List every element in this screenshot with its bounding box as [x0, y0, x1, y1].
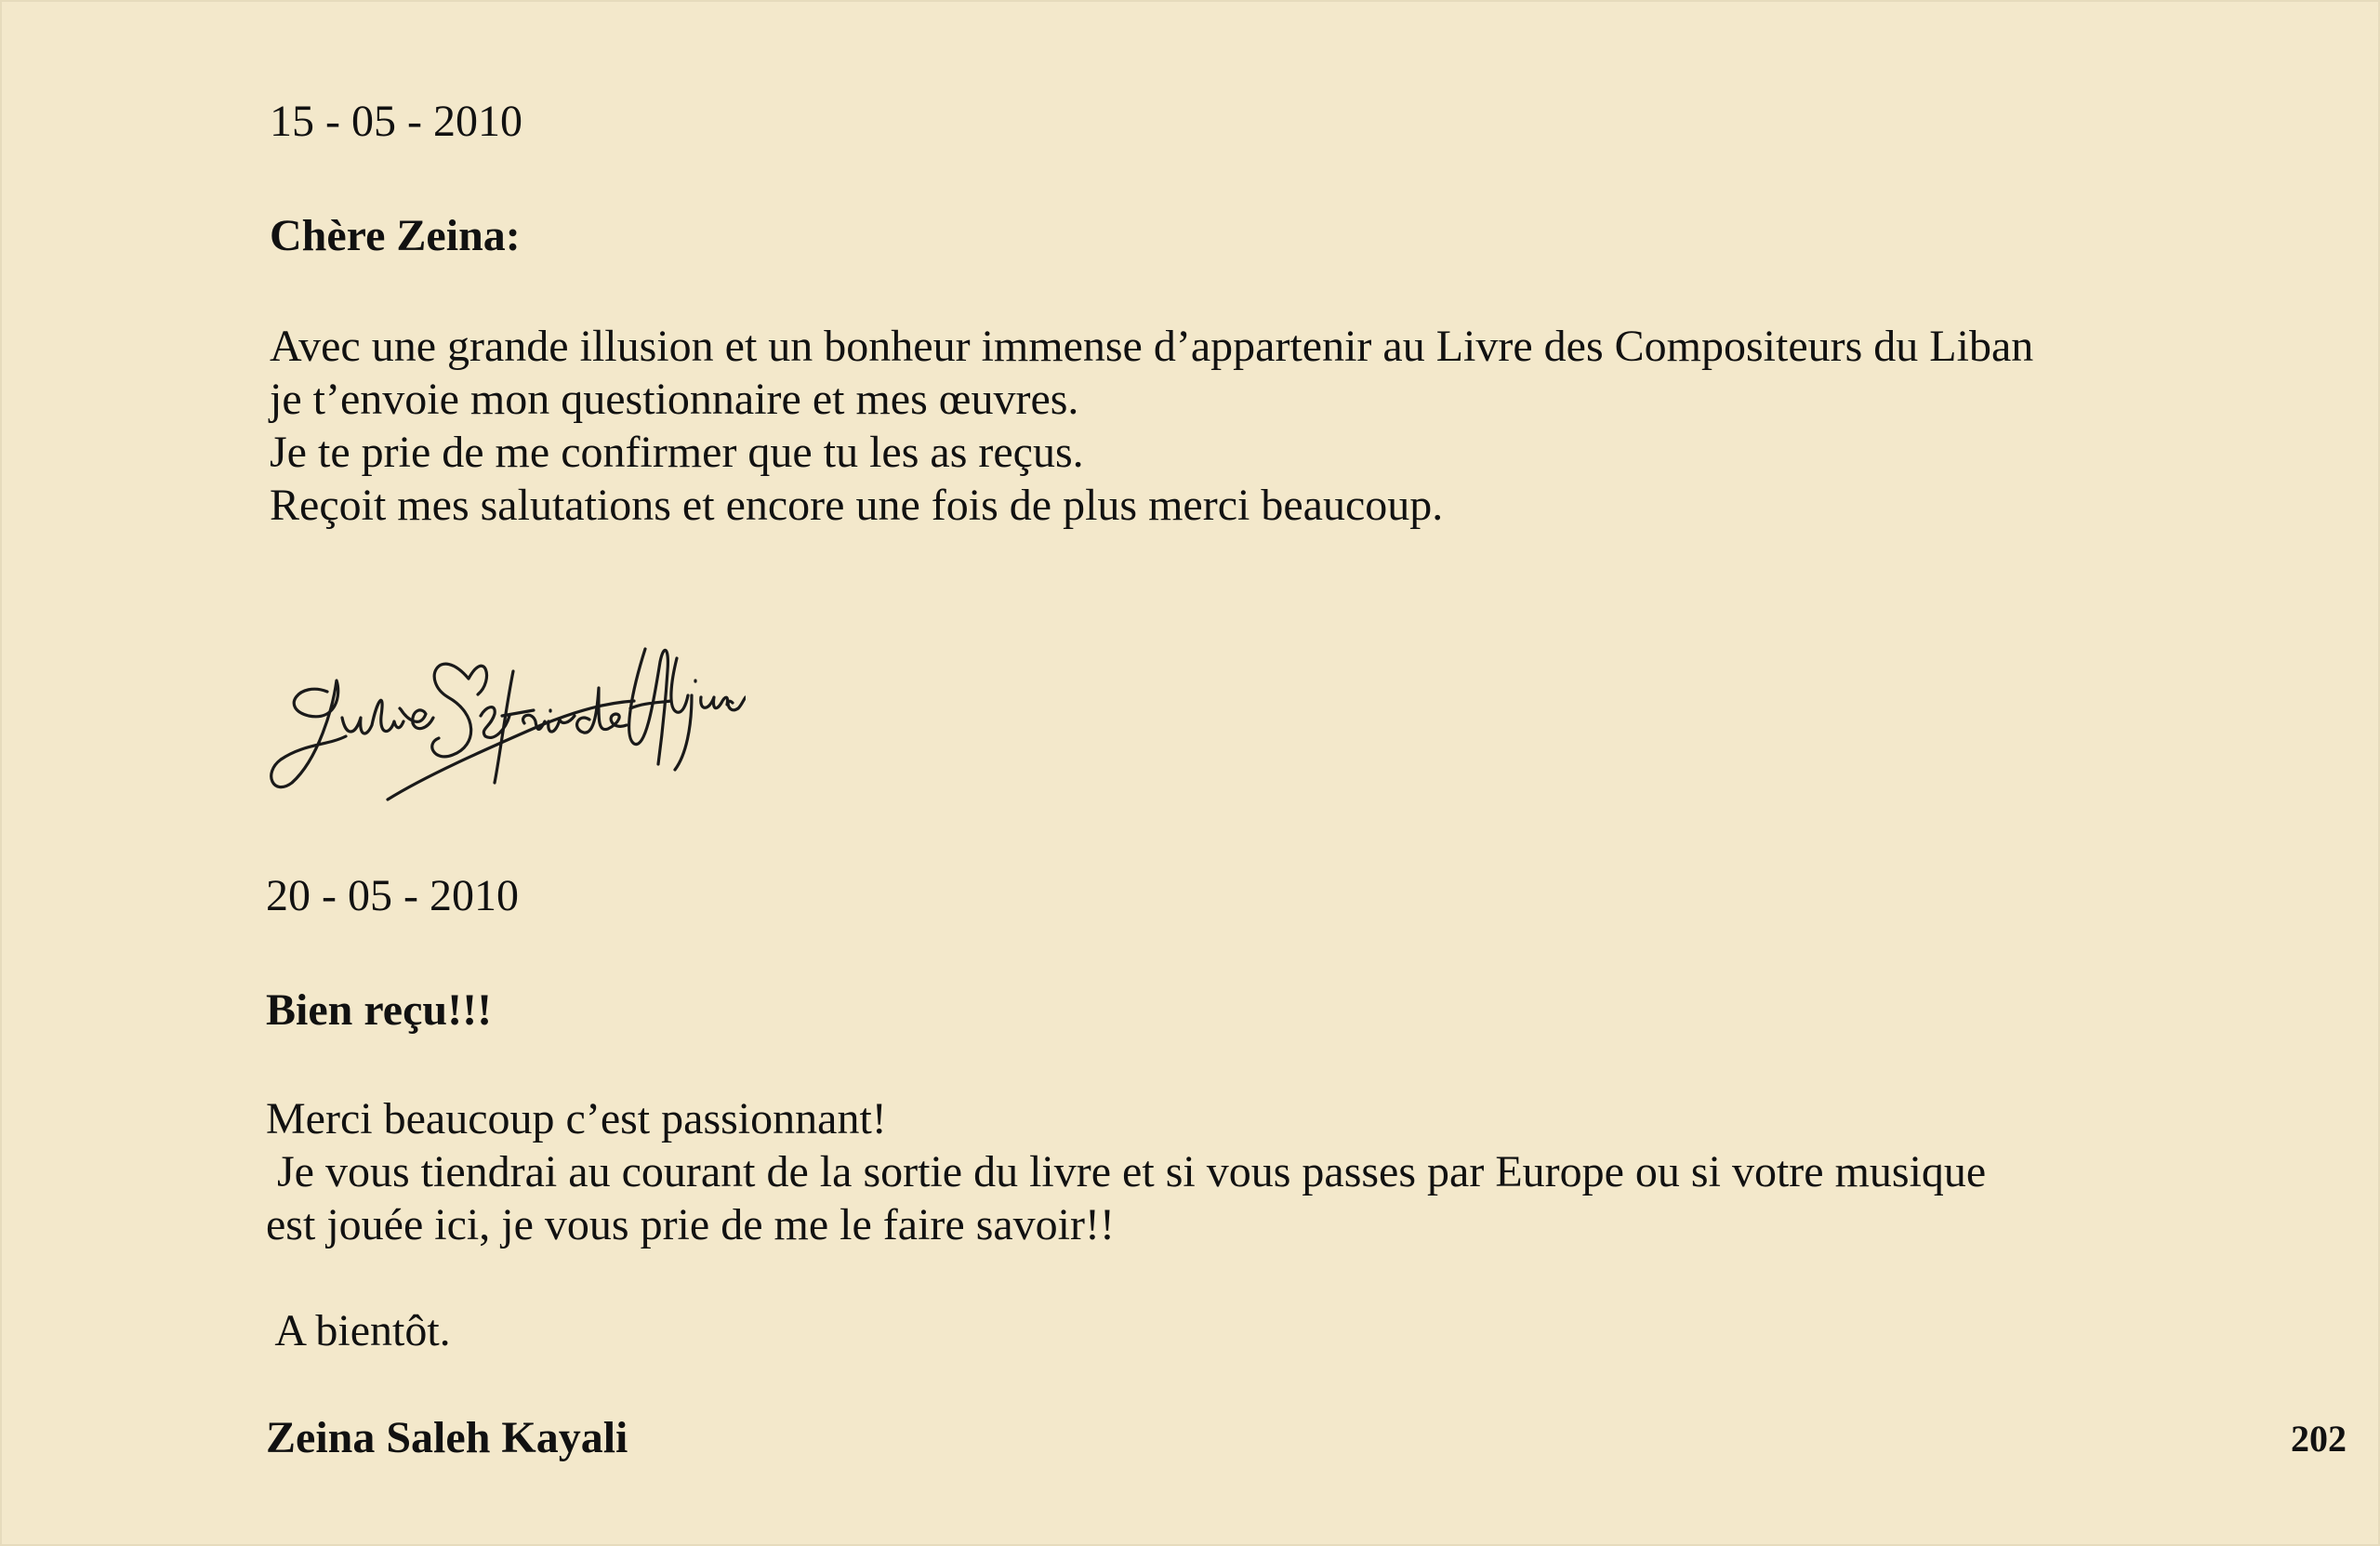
first-letter-body-line: je t’envoie mon questionnaire et mes œuvres.	[270, 375, 1079, 424]
second-letter-closing: A bientôt.	[266, 1306, 451, 1355]
first-letter-body-line: Avec une grande illusion et un bonheur immense d’appartenir au Livre des Compositeurs du Liban	[270, 322, 2034, 371]
second-letter-greeting: Bien reçu!!!	[266, 985, 493, 1035]
second-letter-body-line: Merci beaucoup c’est passionnant!	[266, 1094, 887, 1143]
second-letter-body-line: est jouée ici, je vous prie de me le faire savoir!!	[266, 1200, 1115, 1249]
page-number: 202	[2291, 1418, 2347, 1460]
first-letter-greeting: Chère Zeina:	[270, 211, 521, 260]
first-letter-body-line: Je te prie de me confirmer que tu les as reçus.	[270, 428, 1084, 477]
second-letter-date: 20 - 05 - 2010	[266, 871, 519, 920]
second-letter-signature: Zeina Saleh Kayali	[266, 1413, 628, 1462]
first-letter-date: 15 - 05 - 2010	[270, 97, 522, 146]
handwritten-signature-icon	[262, 606, 746, 806]
second-letter-body-line: Je vous tiendrai au courant de la sortie du livre et si vous passes par Europe ou si votre musique	[266, 1147, 1987, 1196]
first-letter-body-line: Reçoit mes salutations et encore une fois de plus merci beaucoup.	[270, 481, 1444, 530]
